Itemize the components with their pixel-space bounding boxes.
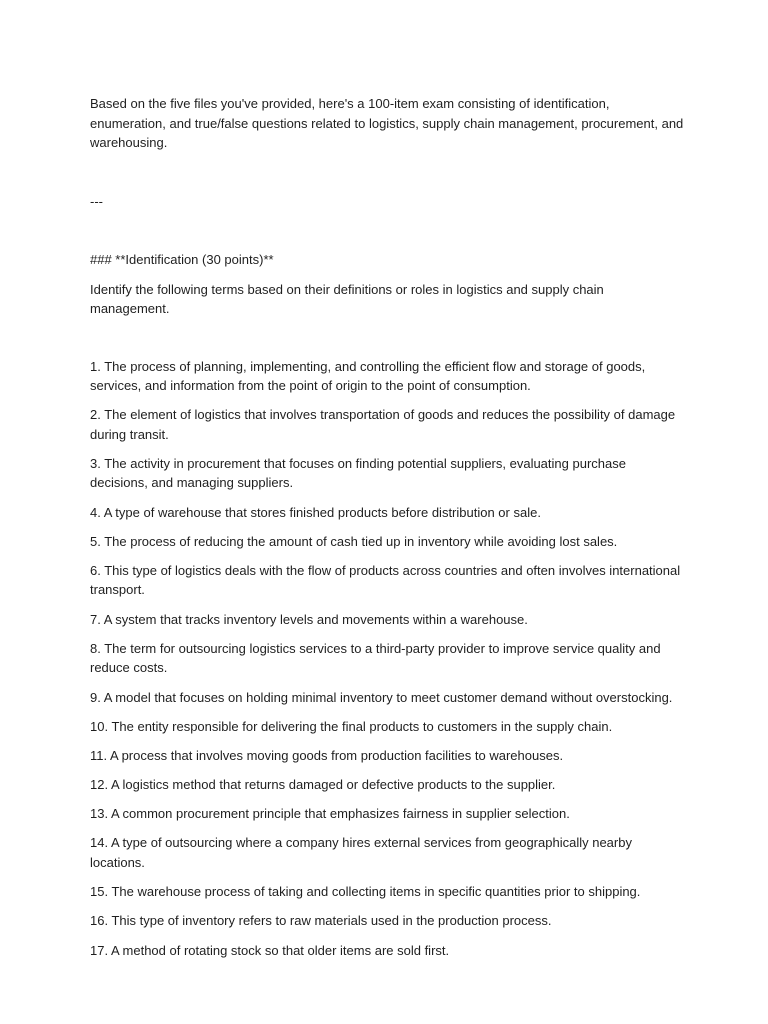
question-item: 13. A common procurement principle that emphasizes fairness in supplier selection. bbox=[90, 806, 570, 822]
question-item: 12. A logistics method that returns damaged or defective products to the supplier. bbox=[90, 777, 556, 793]
document-page bbox=[90, 94, 684, 970]
intro-paragraph: Based on the five files you've provided, here's a 100-item exam consisting of identification, enumeration, and true/false questions related to logistics, supply chain management, procurement, and warehousing. bbox=[90, 96, 684, 150]
question-list bbox=[90, 357, 684, 961]
question-item: 3. The activity in procurement that focuses on finding potential suppliers, evaluating purchase decisions, and managing suppliers. bbox=[90, 455, 626, 491]
question-item: 6. This type of logistics deals with the flow of products across countries and often involves international transport. bbox=[90, 562, 681, 598]
question-item: 11. A process that involves moving goods from production facilities to warehouses. bbox=[90, 747, 564, 763]
question-item: 15. The warehouse process of taking and collecting items in specific quantities prior to shipping. bbox=[90, 884, 641, 900]
question-item: 8. The term for outsourcing logistics services to a third-party provider to improve service quality and reduce costs. bbox=[90, 640, 661, 676]
question-item: 16. This type of inventory refers to raw materials used in the production process. bbox=[90, 913, 552, 929]
question-item: 10. The entity responsible for delivering the final products to customers in the supply chain. bbox=[90, 718, 613, 734]
question-item: 17. A method of rotating stock so that older items are sold first. bbox=[90, 942, 450, 958]
question-item: 7. A system that tracks inventory levels and movements within a warehouse. bbox=[90, 611, 528, 627]
question-item: 1. The process of planning, implementing, and controlling the efficient flow and storage of goods, services, and information from the point of origin to the point of consumption. bbox=[90, 358, 646, 393]
question-item: 14. A type of outsourcing where a company hires external services from geographically nearby locations. bbox=[90, 835, 632, 870]
question-item: 2. The element of logistics that involves transportation of goods and reduces the possibility of damage during transit. bbox=[90, 407, 676, 442]
separator-line: --- bbox=[90, 193, 103, 209]
question-item: 9. A model that focuses on holding minimal inventory to meet customer demand without overstocking. bbox=[90, 689, 673, 705]
instructions-paragraph: Identify the following terms based on their definitions or roles in logistics and supply chain management. bbox=[90, 281, 604, 316]
section-heading: ### **Identification (30 points)** bbox=[90, 252, 274, 267]
question-item: 4. A type of warehouse that stores finished products before distribution or sale. bbox=[90, 504, 541, 520]
question-item: 5. The process of reducing the amount of cash tied up in inventory while avoiding lost sales. bbox=[90, 533, 618, 549]
